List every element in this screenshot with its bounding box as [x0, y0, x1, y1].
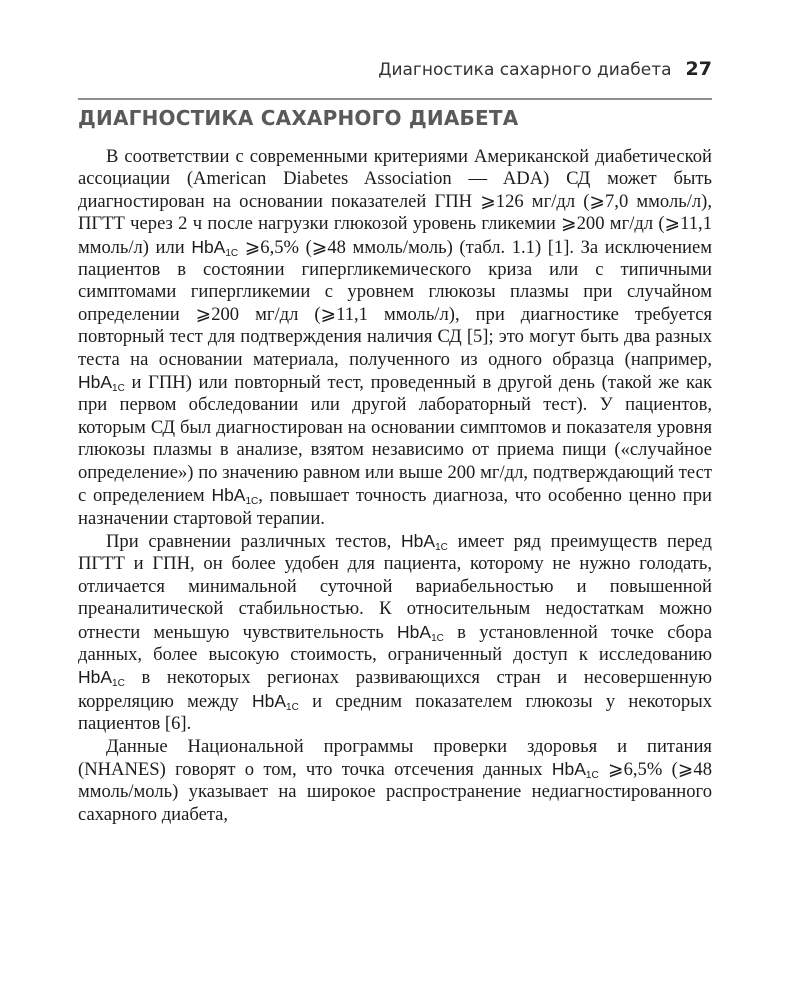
running-title: Диагностика сахарного диабета	[378, 60, 672, 80]
section-title: ДИАГНОСТИКА САХАРНОГО ДИАБЕТА	[78, 106, 519, 130]
header-divider	[78, 98, 712, 100]
page-number: 27	[685, 58, 712, 80]
hba1c-term: HbA$_{1C}$	[191, 236, 239, 259]
paragraph-1: В соответствии с современными критериями Американской диабетической ассоциации (American Diabetes Association — ADA) СД может быть диагностирован на основании показателей ГПН ⩾126 мг/дл (⩾7,0 ммоль/л), ПГТТ через 2 ч после нагрузки глюкозой уровень гликемии ⩾200 мг/дл (⩾11,1 ммоль/л) или HbA$_{1C}$ ⩾6,5% (⩾48 ммоль/моль) (табл. 1.1) [1]. За исключением пациентов в состоянии гипергликемического криза или с типичными симптомами гипергликемии с уровнем глюкозы плазмы при случайном определении ⩾200 мг/дл (⩾11,1 ммоль/л), при диагностике требуется повторный тест для подтверждения наличия СД [5]; это могут быть два разных теста на основании материала, полученного из одного образца (например, HbA$_{1C}$ и ГПН) или повторный тест, проведенный в другой день (такой же как при первом обследовании или другой лабораторный тест). У пациентов, которым СД был диагностирован на основании симптомов и показателя уровня глюкозы плазмы в анализе, взятом независимо от приема пищи («случайное определение») по значению равном или выше 200 мг/дл, подтверждающий тест с определением HbA$_{1C}$, повышает точность диагноза, что особенно ценно при назначении стартовой терапии.	[78, 146, 712, 529]
paragraph-2: При сравнении различных тестов, HbA$_{1C}$ имеет ряд преимуществ перед ПГТТ и ГПН, он более удобен для пациента, которому не нужно голодать, отличается минимальной суточной вариабельностью и повышенной преаналитической стабильностью. К относительным недостаткам можно отнести меньшую чувствительность HbA$_{1C}$ в установленной точке сбора данных, более высокую стоимость, ограниченный доступ к исследованию HbA$_{1C}$ в некоторых регионах развивающихся стран и несовершенную корреляцию между HbA$_{1C}$ и средним показателем глюкозы у некоторых пациентов [6].	[78, 530, 712, 735]
paragraph-3: Данные Национальной программы проверки здоровья и питания (NHANES) говорят о том, что точка отсечения данных HbA$_{1C}$ ⩾6,5% (⩾48 ммоль/моль) указывает на широкое распространение недиагностированного сахарного диабета,	[78, 735, 712, 825]
hba1c-term: HbA$_{1C}$	[78, 372, 125, 395]
hba1c-term: HbA$_{1C}$	[78, 667, 125, 690]
hba1c-term: HbA$_{1C}$	[397, 621, 444, 644]
running-header	[78, 58, 712, 80]
body-text	[78, 146, 712, 826]
hba1c-term: HbA$_{1C}$	[401, 530, 448, 553]
hba1c-term: HbA$_{1C}$	[551, 758, 599, 781]
hba1c-term: HbA$_{1C}$	[251, 690, 299, 713]
hba1c-term: HbA$_{1C}$	[211, 485, 259, 508]
